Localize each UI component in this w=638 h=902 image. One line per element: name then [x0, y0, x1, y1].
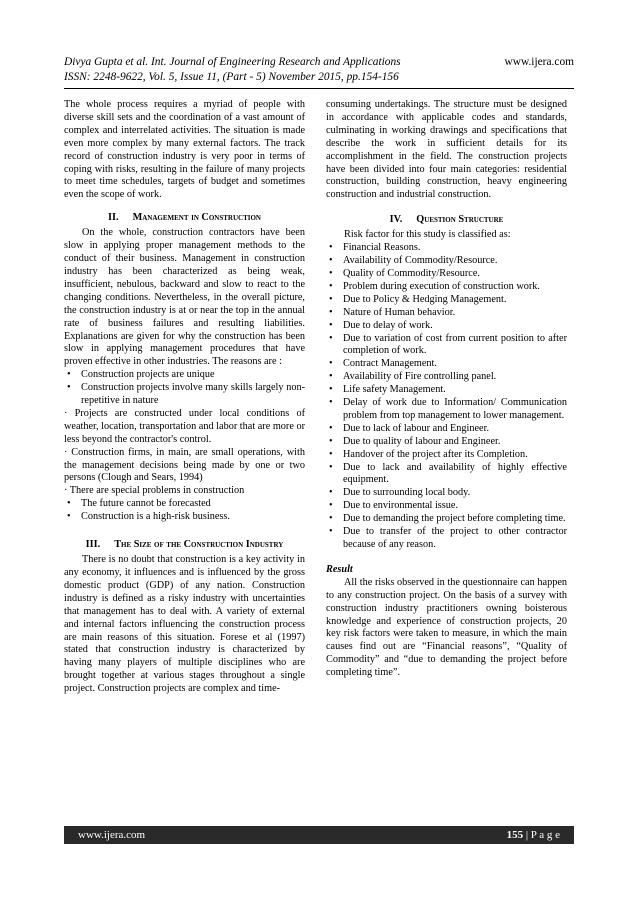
section-heading-size: III. The Size of the Construction Industry	[85, 539, 284, 551]
list-item: • Due to surrounding local body.	[326, 487, 567, 500]
size-paragraph: There is no doubt that construction is a key activity in any economy, it influences and is influenced by the gross domestic product (GDP) of any nation. Construction industry is defined as a risky industry with uncertainties that management has to deal with. A variety of external and internal factors influencing the construction process are main reasons of this situation. Forese et al (1997) stated that construction industry is characterized by having many players of multiple disciplines who are brought together at various stages throughout a single project. Construction projects are complex and time-	[64, 554, 305, 695]
left-column	[64, 99, 305, 696]
list-item: • Availability of Fire controlling panel.	[326, 371, 567, 384]
right-column	[326, 99, 567, 680]
page-number	[493, 826, 574, 844]
page-number-value: 155	[506, 829, 524, 841]
list-item: • Quality of Commodity/Resource.	[326, 268, 567, 281]
list-item: • Due to lack and availability of highly effective equipment.	[326, 462, 567, 488]
reason-note: · There are special problems in construction	[64, 485, 245, 497]
list-item: • Due to variation of cost from current position to after completion of work.	[326, 333, 567, 359]
running-header	[64, 55, 574, 85]
list-item: • Due to transfer of the project to other contractor because of any reason.	[326, 526, 567, 552]
list-item: • The future cannot be forecasted	[64, 498, 305, 511]
reasons-list	[64, 369, 305, 408]
result-heading: Result	[326, 563, 353, 575]
list-item: • Due to quality of labour and Engineer.	[326, 436, 567, 449]
problems-list	[64, 498, 305, 524]
section-heading-question: IV. Question Structure	[389, 214, 504, 226]
issn-line: ISSN: 2248-9622, Vol. 5, Issue 11, (Part - 5) November 2015, pp.154-156	[64, 71, 399, 83]
list-item: • Problem during execution of construction work.	[326, 281, 567, 294]
risk-factor-list	[326, 242, 567, 552]
list-item: • Life safety Management.	[326, 384, 567, 397]
result-paragraph: All the risks observed in the questionnaire can happen to any construction project. On the basis of a survey with construction industry practitioners owning boisterous knowledge and experience of construction projects, 20 key risk factors were taken to measure, in which the main causes find out are “Financial reasons”, “Quality of Commodity” and “due to demanding the project before completing time”.	[326, 576, 567, 679]
reason-note: · Construction firms, in main, are small operations, with the management decisions being made by one or two persons (Clough and Sears, 1994)	[64, 446, 305, 484]
list-item: • Financial Reasons.	[326, 242, 567, 255]
list-item: • Due to demanding the project before completing time.	[326, 513, 567, 526]
section-heading-management: II. Management in Construction	[108, 212, 261, 224]
management-paragraph: On the whole, construction contractors have been slow in applying proper management methods to the conduct of their business. Management in construction industry has been characterized as being weak, insufficient, nebulous, backward and slow to react to the changing conditions. Nevertheless, in the overall picture, the construction industry is at or near the top in the annual rate of business failures and resulting liabilities. Explanations are given for why the construction has been slow in applying management procedures that have proven effective in other industries. The reasons are :	[64, 227, 305, 368]
page-label: | P a g e	[523, 829, 560, 841]
list-item: • Due to environmental issue.	[326, 500, 567, 513]
reason-note: · Projects are constructed under local conditions of weather, location, transportation and labor that are more or less beyond the contractor's control.	[64, 407, 305, 445]
header-rule	[64, 88, 574, 89]
continued-paragraph: consuming undertakings. The structure must be designed in accordance with applicable codes and standards, culminating in working drawings and specifications that describe the work in sufficient details for its accomplishment in the field. The construction projects have been divided into four main categories: residential construction, building construction, heavy engineering construction and industrial construction.	[326, 99, 567, 201]
list-item: • Construction projects involve many skills largely non-repetitive in nature	[64, 382, 305, 408]
list-item: • Construction is a high-risk business.	[64, 511, 305, 524]
list-item: • Due to lack of labour and Engineer.	[326, 423, 567, 436]
intro-paragraph: The whole process requires a myriad of people with diverse skill sets and the coordination of a vast amount of complex and interrelated activities. The situation is made even more complex by many external factors. The track record of construction industry is very poor in terms of coping with risks, resulting in the failure of many projects to meet time schedules, targets of budget and sometimes even the scope of work.	[64, 99, 305, 201]
list-item: • Handover of the project after its Completion.	[326, 449, 567, 462]
list-item: • Availability of Commodity/Resource.	[326, 255, 567, 268]
page-footer	[64, 826, 574, 844]
header-website[interactable]: www.ijera.com	[504, 56, 574, 68]
list-item: • Due to Policy & Hedging Management.	[326, 294, 567, 307]
list-item: • Contract Management.	[326, 358, 567, 371]
risk-intro: Risk factor for this study is classified as:	[344, 229, 511, 241]
list-item: • Delay of work due to Information/ Communication problem from top management to lower management.	[326, 397, 567, 423]
footer-website[interactable]: www.ijera.com	[78, 829, 146, 841]
list-item: • Construction projects are unique	[64, 369, 305, 382]
journal-citation: Divya Gupta et al. Int. Journal of Engineering Research and Applications	[64, 56, 401, 68]
list-item: • Nature of Human behavior.	[326, 307, 567, 320]
list-item: • Due to delay of work.	[326, 320, 567, 333]
